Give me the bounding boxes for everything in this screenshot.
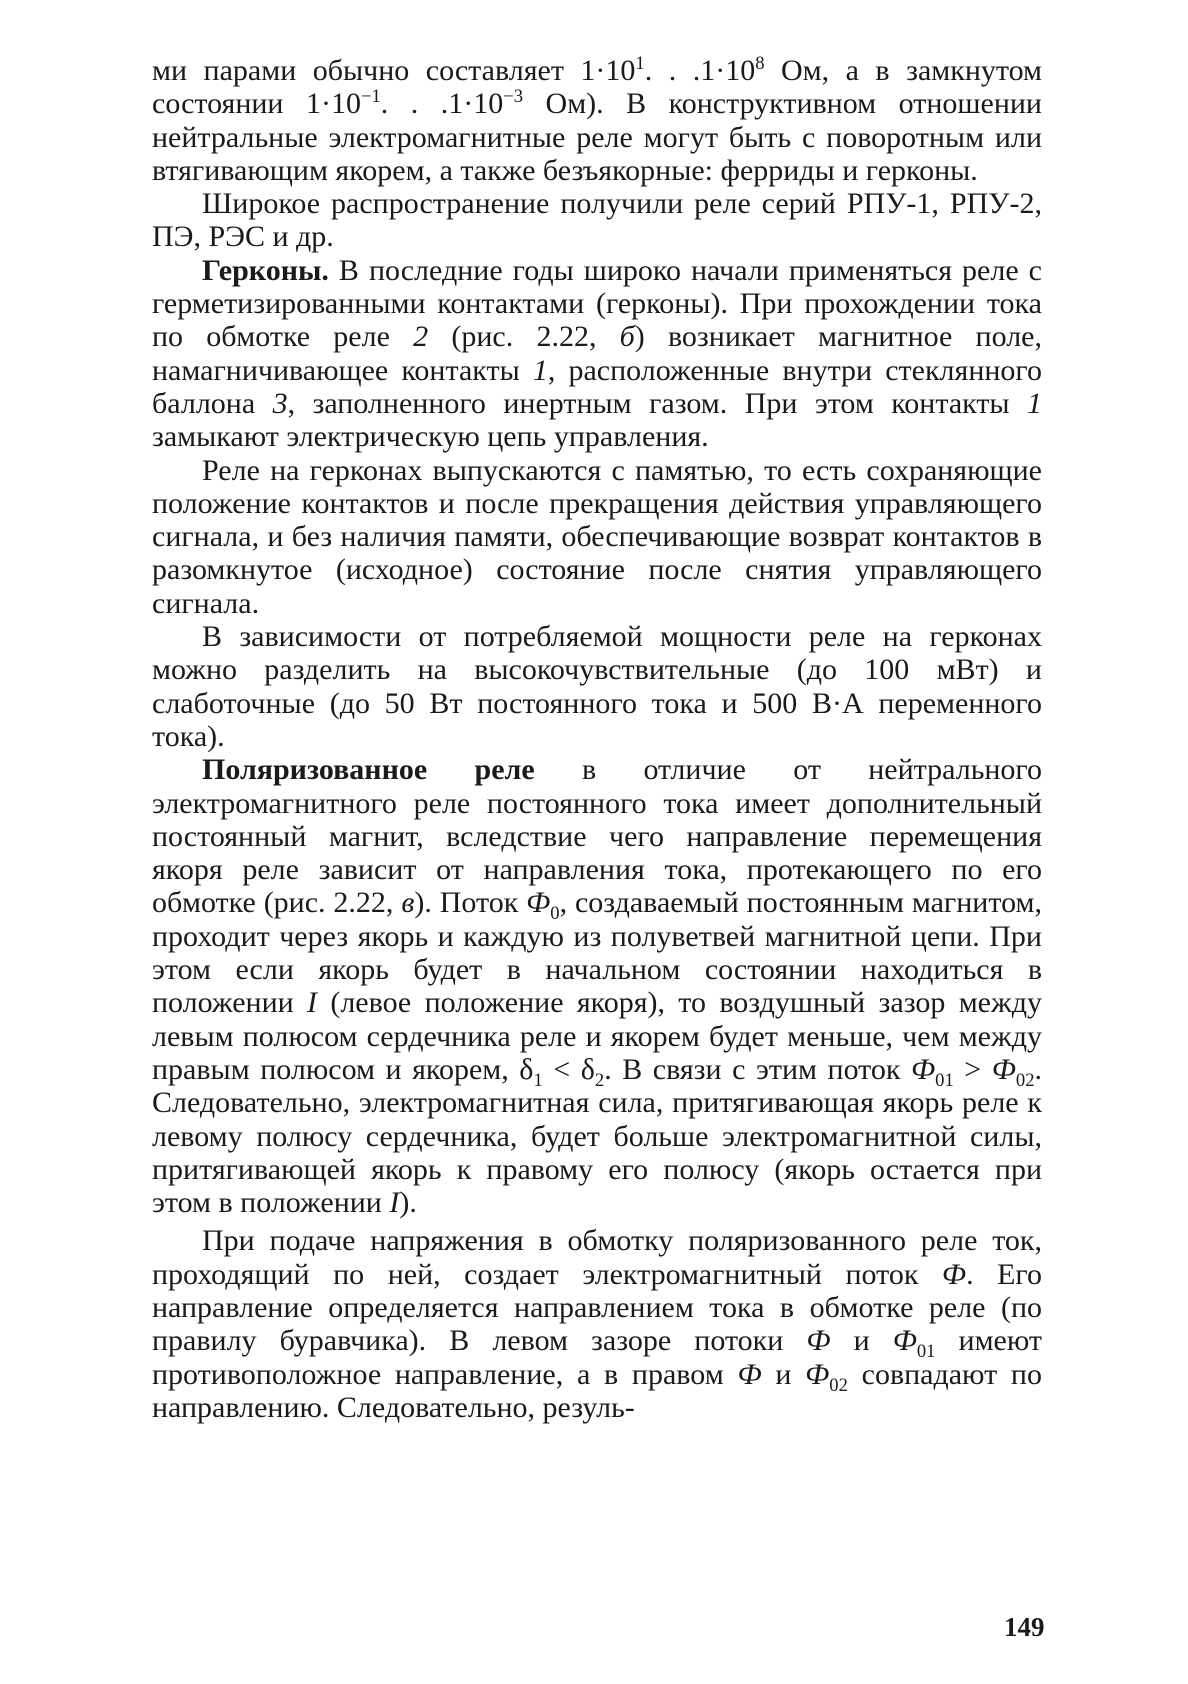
run-in-heading: Поляризованное реле [202, 753, 535, 787]
superscript: −1 [360, 86, 381, 108]
text-run: Ом). В конструктивном отношении нейтральные электромагнитные реле могут быть с поворотным или втягивающим якорем, а также безъякорные: ферриды и герконы. [152, 87, 1042, 187]
italic-symbol: б [619, 320, 635, 354]
italic-symbol: в [401, 886, 415, 920]
superscript: −3 [503, 86, 524, 108]
italic-symbol: Ф [805, 1357, 830, 1391]
paragraph [152, 1224, 1042, 1424]
text-run: , расположенные внутри стеклянного баллона [152, 353, 1042, 420]
text-run: ) возникает магнитное поле, намагничивающее контакты [152, 320, 1042, 387]
paragraph [152, 54, 1042, 187]
text-run: (рис. 2.22, [428, 320, 620, 354]
page-number: 149 [1004, 1612, 1045, 1642]
text-run: . . .1·10 [380, 87, 504, 121]
body-text [152, 54, 1042, 1424]
text-run: и [830, 1324, 893, 1358]
subscript: 1 [533, 1069, 543, 1091]
text-run: При подаче напряжения в обмотку поляризованного реле ток, проходящий по ней, создает электромагнитный поток [152, 1224, 1042, 1291]
text-run: Широкое распространение получили реле серий РПУ-1, РПУ-2, ПЭ, РЭС и др. [152, 187, 1042, 254]
subscript: 0 [550, 903, 560, 925]
text-run: совпадают по направлению. Следовательно, резуль- [152, 1357, 1042, 1424]
text-run: Реле на герконах выпускаются с памятью, то есть сохраняющие положение контактов и после прекращения действия управляющего сигнала, и без наличия памяти, обеспечивающие возврат контактов в разомкнутое (исходное) состояние после снятия управляющего сигнала. [152, 453, 1042, 620]
paragraph [152, 454, 1042, 620]
italic-symbol: 2 [413, 320, 429, 354]
text-run: ). Поток [414, 886, 527, 920]
text-run: ми парами обычно составляет 1·10 [152, 54, 636, 87]
text-run: . . .1·10 [644, 54, 756, 87]
italic-symbol: 3 [272, 386, 288, 420]
text-run: и [761, 1357, 806, 1391]
paragraph [152, 187, 1042, 254]
subscript: 02 [829, 1374, 848, 1396]
text-run: . Его направление определяется направлением тока в обмотке реле (по правилу буравчика). В левом зазоре потоки [152, 1257, 1042, 1358]
text-run: имеют противоположное направление, а в правом [152, 1324, 1042, 1391]
italic-symbol: 1 [1027, 386, 1042, 420]
text-run: ). [399, 1186, 417, 1220]
italic-symbol: Ф [911, 1052, 936, 1086]
italic-symbol: Ф [941, 1257, 967, 1291]
text-run: . Следовательно, электромагнитная сила, притягивающая якорь реле к левому полюсу сердечника, будет больше электромагнитной силы, притягивающей якорь к правому его полюсу (якорь остается при этом в положении [152, 1052, 1042, 1220]
paragraph [152, 753, 1042, 1219]
text-run: . В связи с этим поток [604, 1052, 912, 1086]
text-run: в отличие от нейтрального электромагнитного реле постоянного тока имеет дополнительный постоянный магнит, вследствие чего направление перемещения якоря реле зависит от направления тока, протекающего по его обмотке (рис. 2.22, [152, 753, 1042, 920]
paragraph [152, 620, 1042, 753]
subscript: 02 [1015, 1069, 1035, 1091]
run-in-heading: Герконы. [202, 253, 329, 287]
italic-symbol: 1 [532, 353, 548, 387]
italic-symbol: Ф [892, 1324, 917, 1358]
subscript: 2 [594, 1069, 605, 1091]
text-run: В последние годы широко начали применяться реле с герметизированными контактами (герконы). При прохождении тока по обмотке реле [152, 253, 1042, 354]
subscript: 01 [935, 1069, 954, 1091]
italic-symbol: Ф [806, 1324, 831, 1358]
text-run: замыкают электрическую цепь управления. [152, 420, 709, 454]
italic-symbol: Ф [526, 886, 551, 920]
text-run: (левое положение якоря), то воздушный зазор между левым полюсом сердечника реле и якорем будет меньше, чем между правым полюсом и якорем, δ [152, 986, 1042, 1086]
text-run: > [953, 1052, 992, 1086]
italic-symbol: I [389, 1186, 400, 1220]
text-run: Ом, а в замкнутом состоянии 1·10 [152, 54, 1043, 121]
text-run: В зависимости от потребляемой мощности реле на герконах можно разделить на высокочувствительные (до 100 мВт) и слаботочные (до 50 Вт постоянного тока и 500 В·А переменного тока). [152, 620, 1042, 753]
paragraph [152, 254, 1042, 454]
italic-symbol: Ф [991, 1052, 1016, 1086]
superscript: 8 [755, 53, 765, 74]
text-run: , создаваемый постоянным магнитом, проходит через якорь и каждую из полуветвей магнитной цепи. При этом если якорь будет в начальном состоянии находиться в положении [152, 886, 1042, 1020]
text-run: < δ [542, 1052, 595, 1086]
subscript: 01 [916, 1341, 936, 1363]
superscript: 1 [635, 53, 645, 74]
text-run: , заполненного инертным газом. При этом контакты [287, 386, 1027, 420]
italic-symbol: I [307, 986, 318, 1020]
italic-symbol: Ф [737, 1357, 762, 1391]
